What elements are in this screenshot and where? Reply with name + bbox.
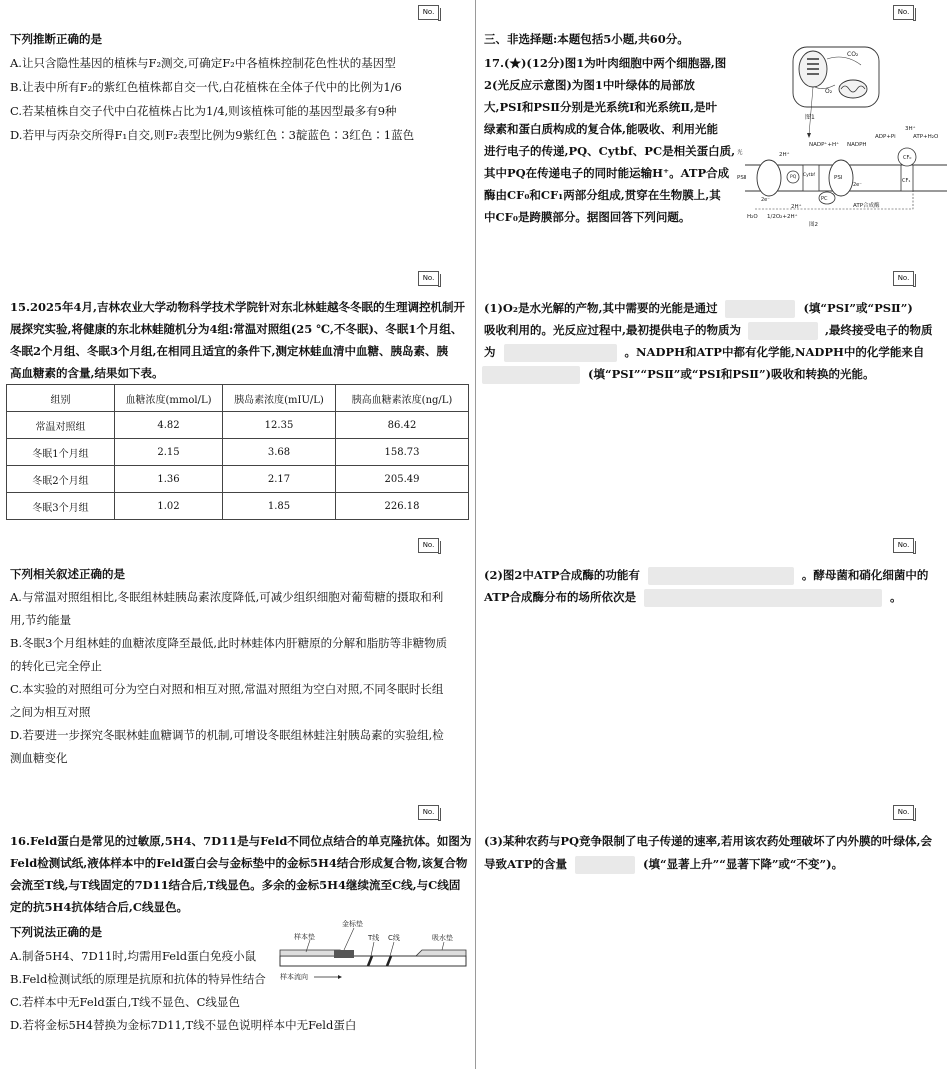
question-number-box[interactable]: No.: [418, 805, 439, 820]
flow-label: 样本流向: [280, 973, 308, 981]
q15-stem-line: 15.2025年4月,吉林农业大学动物科学技术学院针对东北林蛙越冬冬眠的生理调控机制开: [10, 300, 466, 314]
table-cell: 86.42: [336, 412, 469, 439]
answer-blank[interactable]: [482, 366, 580, 384]
table-row: [7, 466, 469, 493]
table-cell: 205.49: [336, 466, 469, 493]
q16-option-a[interactable]: A.制备5H4、7D11时,均需用Feld蛋白免疫小鼠: [10, 949, 257, 963]
nadp-label: NADP⁺+H⁺: [809, 142, 839, 148]
table-row: [7, 412, 469, 439]
adp-label: ADP+Pi: [875, 134, 896, 140]
q15-option-c[interactable]: C.本实验的对照组可分为空白对照和相互对照,常温对照组为空白对照,不同冬眠时长组: [10, 682, 444, 696]
q16-option-d[interactable]: D.若将金标5H4替换为金标7D11,T线不显色说明样本中无Feld蛋白: [10, 1018, 357, 1032]
q17-p3-line1: (3)某种农药与PQ竞争限制了电子传递的速率,若用该农药处理破坏了内外膜的叶绿体,会: [484, 834, 933, 848]
table-cell: 冬眠3个月组: [7, 493, 115, 520]
q16-option-b[interactable]: B.Feld检测试纸的原理是抗原和抗体的特异性结合: [10, 972, 266, 986]
q17-p1-text: (填“PSⅠ”“PSⅡ”或“PSⅠ和PSⅡ”)吸收和转换的光能。: [588, 367, 875, 381]
table-cell: 常温对照组: [7, 412, 115, 439]
q16-stem-line: Feld检测试纸,液体样本中的Feld蛋白会与金标垫中的金标5H4结合形成复合物,该复合物: [10, 856, 468, 870]
q14-option-c[interactable]: C.若某植株自交子代中白花植株占比为1/4,则该植株可能的基因型最多有9种: [10, 104, 397, 118]
question-number-box[interactable]: No.: [893, 271, 914, 286]
q16-stem-line: 定的抗5H4抗体结合后,C线显色。: [10, 900, 189, 914]
q17-stem-line: 进行电子的传递,PQ、Cytbf、PC是相关蛋白质,: [484, 144, 736, 158]
q15-option-a[interactable]: A.与常温对照组相比,冬眠组林蛙胰岛素浓度降低,可减少组织细胞对葡萄糖的摄取和利: [10, 590, 444, 604]
q15-sub-stem: 下列相关叙述正确的是: [10, 567, 125, 581]
question-number-box[interactable]: No.: [418, 538, 439, 553]
q17-p2-line2: [484, 589, 902, 607]
answer-blank[interactable]: [644, 589, 882, 607]
table-cell: 4.82: [115, 412, 223, 439]
pc-label: PC: [821, 196, 828, 202]
q15-stem-line: 冬眠2个月组、冬眠3个月组,在相同且适宜的条件下,测定林蛙血清中血糖、胰岛素、胰: [10, 344, 449, 358]
q14-option-b[interactable]: B.让表中所有F₂的紫红色植株都自交一代,白花植株在全体子代中的比例为1/6: [10, 80, 402, 94]
answer-blank[interactable]: [725, 300, 795, 318]
q14-option-a[interactable]: A.让只含隐性基因的植株与F₂测交,可确定F₂中各植株控制花色性状的基因型: [10, 56, 396, 70]
q17-stem-line: 2(光反应示意图)为图1中叶绿体的局部放: [484, 78, 695, 92]
q17-stem-line: 大,PSⅠ和PSⅡ分别是光系统Ⅰ和光系统Ⅱ,是叶: [484, 100, 718, 114]
q17-p1-text: 吸收利用的。光反应过程中,最初提供电子的物质为: [484, 323, 742, 337]
table-row: [7, 493, 469, 520]
light-label: 光: [737, 150, 743, 156]
q15-data-table: [6, 384, 469, 520]
question-number-box[interactable]: No.: [893, 805, 914, 820]
answer-blank[interactable]: [575, 856, 635, 874]
table-cell: 3.68: [223, 439, 336, 466]
table-header-cell: 胰高血糖素浓度(ng/L): [336, 385, 469, 412]
cf1-label: CF₁: [902, 178, 911, 184]
q15-option-b[interactable]: B.冬眠3个月组林蛙的血糖浓度降至最低,此时林蛙体内肝糖原的分解和脂肪等非糖物质: [10, 636, 448, 650]
table-cell: 冬眠1个月组: [7, 439, 115, 466]
q17-p1-line3: [484, 344, 924, 362]
q16-option-c[interactable]: C.若样本中无Feld蛋白,T线不显色、C线显色: [10, 995, 240, 1009]
h3-label: 3H⁺: [905, 126, 916, 132]
q15-option-d-cont[interactable]: 测血糖变化: [10, 751, 68, 765]
q14-stem: 下列推断正确的是: [10, 32, 102, 46]
q15-option-c-cont[interactable]: 之间为相互对照: [10, 705, 91, 719]
table-cell: 2.17: [223, 466, 336, 493]
psi-label: PSⅠ: [834, 175, 843, 181]
photosynthesis-figure: [735, 45, 947, 230]
table-cell: 2.15: [115, 439, 223, 466]
table-cell: 1.36: [115, 466, 223, 493]
sample-pad-label: 样本垫: [294, 933, 315, 941]
q17-p1-text: (填“PSⅠ”或“PSⅡ”): [803, 301, 913, 315]
h2-bottom-label: 2H⁺: [791, 204, 802, 210]
table-header-cell: 组别: [7, 385, 115, 412]
question-number-box[interactable]: No.: [893, 5, 914, 20]
h2-top-label: 2H⁺: [779, 152, 790, 158]
atp-label: ATP+H₂O: [913, 134, 939, 140]
q16-stem-line: 16.Feld蛋白是常见的过敏原,5H4、7D11是与Feld不同位点结合的单克隆抗体。如图为: [10, 834, 472, 848]
q17-p1-line4: [482, 366, 875, 384]
table-cell: 12.35: [223, 412, 336, 439]
q17-stem-line: 其中PQ在传递电子的同时能运输H⁺。ATP合成: [484, 166, 730, 180]
answer-blank[interactable]: [648, 567, 794, 585]
q15-option-a-cont[interactable]: 用,节约能量: [10, 613, 72, 627]
table-row: [7, 439, 469, 466]
question-number-box[interactable]: No.: [893, 538, 914, 553]
section-title: 三、非选择题:本题包括5小题,共60分。: [484, 32, 689, 46]
nadph-label: NADPH: [847, 142, 867, 148]
q17-stem-line: 中CF₀是跨膜部分。据图回答下列问题。: [484, 210, 691, 224]
q17-p1-text: (1)O₂是水光解的产物,其中需要的光能是通过: [484, 301, 718, 315]
q15-stem-line: 展探究实验,将健康的东北林蛙随机分为4组:常温对照组(25 ℃,不冬眠)、冬眠1个月组、: [10, 322, 463, 336]
q17-p3-text: 导致ATP的含量: [484, 857, 567, 871]
q15-option-b-cont[interactable]: 的转化已完全停止: [10, 659, 102, 673]
q17-p1-text: ,最终接受电子的物质: [825, 323, 933, 337]
q15-option-d[interactable]: D.若要进一步探究冬眠林蛙血糖调节的机制,可增设冬眠组林蛙注射胰岛素的实验组,检: [10, 728, 444, 742]
q16-sub-stem: 下列说法正确的是: [10, 925, 102, 939]
q17-p2-text: ATP合成酶分布的场所依次是: [484, 590, 636, 604]
q17-p3-text: (填“显著上升”“显著下降”或“不变”)。: [643, 857, 844, 871]
pq-label: PQ: [790, 175, 797, 180]
q16-stem-line: 会流至T线,与T线固定的7D11结合后,T线显色。多余的金标5H4继续流至C线,与C线固: [10, 878, 461, 892]
answer-blank[interactable]: [504, 344, 617, 362]
q17-stem-line: 绿素和蛋白质构成的复合体,能吸收、利用光能: [484, 122, 719, 136]
table-cell: 1.02: [115, 493, 223, 520]
atp-enzyme-label: ATP合成酶: [853, 203, 880, 209]
psii-complex: [757, 160, 781, 196]
t-line-label: T线: [368, 934, 380, 942]
h2o-label: H₂O: [747, 214, 758, 220]
q17-p2-text: (2)图2中ATP合成酶的功能有: [484, 568, 640, 582]
fig1-label: 图1: [805, 114, 815, 121]
test-strip-figure: [276, 916, 471, 986]
electron-label: 2e⁻: [853, 182, 862, 188]
psii-label: PSⅡ: [737, 175, 747, 181]
q17-p2-line1: [484, 567, 928, 585]
q17-p1-text: 为: [484, 345, 496, 359]
absorb-pad-label: 吸水垫: [432, 934, 453, 942]
q17-stem-line: 酶由CF₀和CF₁两部分组成,贯穿在生物膜上,其: [484, 188, 721, 202]
electron-label: 2e⁻: [761, 197, 770, 203]
q17-p1-line2: [484, 322, 933, 340]
q17-p3-line2: [484, 856, 843, 874]
column-divider: [475, 0, 476, 1069]
o2-label: O₂: [825, 88, 833, 95]
q17-p2-text: 。酵母菌和硝化细菌中的: [801, 568, 929, 582]
table-header-cell: 血糖浓度(mmol/L): [115, 385, 223, 412]
q17-p1-text: 。NADPH和ATP中都有化学能,NADPH中的化学能来自: [624, 345, 925, 359]
cf0-label: CF₀: [903, 155, 912, 161]
gold-pad-label: 金标垫: [342, 920, 363, 928]
cytbf-label: Cytbf: [803, 173, 816, 178]
half-o2-label: 1/2O₂+2H⁺: [767, 214, 798, 220]
table-cell: 158.73: [336, 439, 469, 466]
q17-stem-line: 17.(★)(12分)图1为叶肉细胞中两个细胞器,图: [484, 56, 727, 70]
answer-blank[interactable]: [748, 322, 818, 340]
q17-p1-line1: [484, 300, 913, 318]
question-number-box[interactable]: No.: [418, 271, 439, 286]
q17-p2-text: 。: [890, 590, 902, 604]
table-header-row: [7, 385, 469, 412]
q15-stem-line: 高血糖素的含量,结果如下表。: [10, 366, 164, 380]
cytbf-protein: [803, 165, 819, 191]
mitochondrion-icon: [839, 80, 867, 98]
q14-option-d[interactable]: D.若甲与丙杂交所得F₁自交,则F₂表型比例为9紫红色∶3靛蓝色∶3红色∶1蓝色: [10, 128, 415, 142]
table-cell: 1.85: [223, 493, 336, 520]
c-line-label: C线: [388, 934, 400, 942]
co2-label: CO₂: [847, 51, 859, 58]
question-number-box[interactable]: No.: [418, 5, 439, 20]
table-cell: 冬眠2个月组: [7, 466, 115, 493]
table-header-cell: 胰岛素浓度(mIU/L): [223, 385, 336, 412]
fig2-label: 图2: [809, 222, 818, 228]
table-cell: 226.18: [336, 493, 469, 520]
